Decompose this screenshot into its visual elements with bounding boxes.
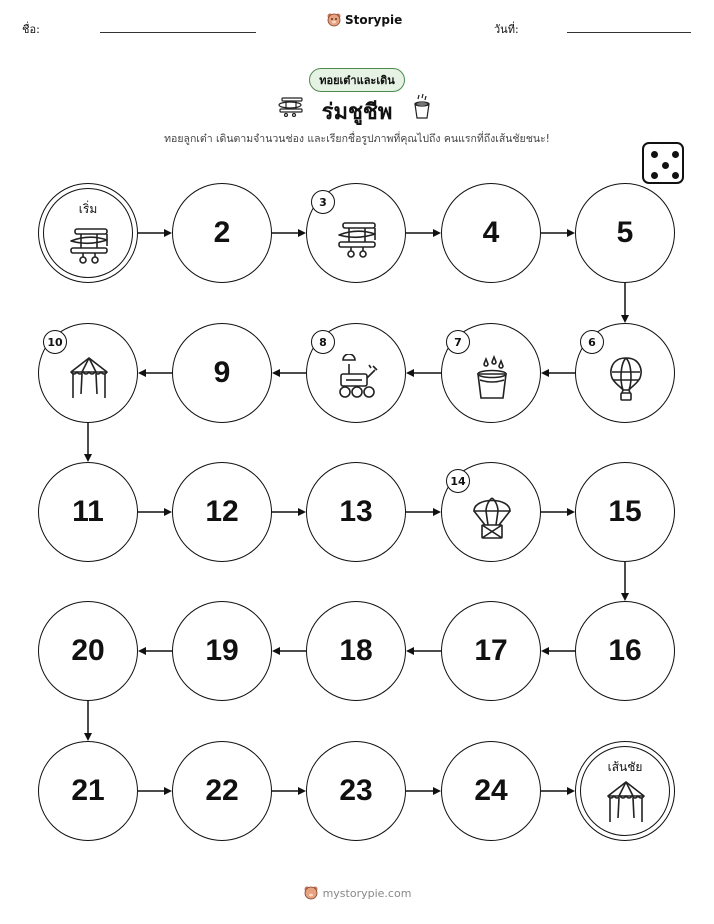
path-arrow-head bbox=[272, 647, 280, 655]
footer-site: mystorypie.com bbox=[322, 886, 412, 900]
path-arrow-head bbox=[406, 369, 414, 377]
finish-tile bbox=[575, 741, 675, 841]
board-tile bbox=[172, 323, 272, 423]
board-tile bbox=[38, 462, 138, 562]
biplane-icon bbox=[333, 214, 381, 262]
path-arrow-head bbox=[138, 369, 146, 377]
tile-number-badge: 10 bbox=[43, 330, 67, 354]
board-tile bbox=[575, 323, 675, 423]
board-tile bbox=[306, 601, 406, 701]
path-arrow-head bbox=[272, 369, 280, 377]
instructions: ทอยลูกเต๋า เดินตามจำนวนช่อง และเรียกชื่อรูปภาพที่คุณไปถึง คนแรกที่ถึงเส้นชัยชนะ! bbox=[164, 133, 550, 145]
path-arrow-head bbox=[164, 229, 172, 237]
board-tile bbox=[306, 462, 406, 562]
path-arrow-head bbox=[621, 315, 629, 323]
tile-number: 2 bbox=[213, 216, 231, 249]
tile-number: 13 bbox=[339, 495, 373, 528]
path-arrow-head bbox=[298, 787, 306, 795]
path-arrow-head bbox=[541, 369, 549, 377]
tile-number: 16 bbox=[608, 634, 642, 667]
path-arrow-head bbox=[433, 787, 441, 795]
tile-number: 5 bbox=[616, 216, 634, 249]
path-arrow-head bbox=[433, 229, 441, 237]
tile-number: 15 bbox=[608, 495, 642, 528]
tile-number: 23 bbox=[339, 774, 373, 807]
path-arrow-head bbox=[567, 229, 575, 237]
parachute-crate-icon bbox=[468, 493, 516, 541]
tile-number: 17 bbox=[474, 634, 508, 667]
tile-number: 4 bbox=[482, 216, 500, 249]
path-arrow-head bbox=[84, 454, 92, 462]
path-arrow-head bbox=[298, 229, 306, 237]
tile-number: 20 bbox=[71, 634, 105, 667]
board-tile bbox=[441, 601, 541, 701]
path-arrow-head bbox=[567, 787, 575, 795]
tile-number-badge: 14 bbox=[446, 469, 470, 493]
tile-number-badge: 3 bbox=[311, 190, 335, 214]
rover-robot-icon bbox=[333, 354, 381, 402]
tile-number: 18 bbox=[339, 634, 373, 667]
start-label: เริ่ม bbox=[78, 202, 98, 216]
board-tile bbox=[575, 462, 675, 562]
board-tile bbox=[172, 183, 272, 283]
tile-number-badge: 8 bbox=[311, 330, 335, 354]
game-title: ร่มชูชีพ bbox=[321, 100, 393, 125]
tile-number: 24 bbox=[474, 774, 508, 807]
tile-number: 12 bbox=[205, 495, 239, 528]
board-tile bbox=[441, 741, 541, 841]
path-arrow-head bbox=[138, 647, 146, 655]
start-tile bbox=[38, 183, 138, 283]
bear-icon bbox=[303, 885, 319, 901]
board-tile bbox=[575, 183, 675, 283]
water-bucket-icon bbox=[468, 354, 516, 402]
tile-number-badge: 6 bbox=[580, 330, 604, 354]
board-tile bbox=[38, 323, 138, 423]
path-arrow-head bbox=[621, 593, 629, 601]
tile-number: 21 bbox=[71, 774, 105, 807]
board-tile bbox=[441, 323, 541, 423]
path-arrow-head bbox=[164, 787, 172, 795]
date-label: วันที่: bbox=[494, 23, 519, 36]
canopy-tent-icon bbox=[602, 778, 650, 826]
canopy-tent-icon bbox=[65, 354, 113, 402]
finish-label: เส้นชัย bbox=[607, 760, 643, 774]
brand-name: Storypie bbox=[345, 13, 403, 27]
board-tile bbox=[441, 462, 541, 562]
tile-number: 9 bbox=[213, 356, 231, 389]
path-arrow-head bbox=[84, 733, 92, 741]
path-arrow-head bbox=[164, 508, 172, 516]
biplane-icon bbox=[65, 220, 113, 268]
path-arrow-head bbox=[298, 508, 306, 516]
board-tile bbox=[306, 183, 406, 283]
board-tile bbox=[172, 601, 272, 701]
board-tile bbox=[172, 741, 272, 841]
hot-air-balloon-icon bbox=[602, 354, 650, 402]
board-tile bbox=[38, 741, 138, 841]
board-tile bbox=[441, 183, 541, 283]
footer bbox=[0, 885, 714, 901]
board-tile bbox=[306, 741, 406, 841]
tile-number: 22 bbox=[205, 774, 239, 807]
board-tile bbox=[575, 601, 675, 701]
path-arrow-head bbox=[406, 647, 414, 655]
name-label: ชื่อ: bbox=[22, 23, 40, 36]
board-tile bbox=[306, 323, 406, 423]
board-tile bbox=[38, 601, 138, 701]
board-tile bbox=[172, 462, 272, 562]
game-type-badge: ทอยเต๋าและเดิน bbox=[309, 68, 405, 92]
path-arrow-head bbox=[433, 508, 441, 516]
tile-number: 19 bbox=[205, 634, 239, 667]
path-arrow-head bbox=[541, 647, 549, 655]
tile-number-badge: 7 bbox=[446, 330, 470, 354]
tile-number: 11 bbox=[72, 495, 104, 528]
path-arrow-head bbox=[567, 508, 575, 516]
